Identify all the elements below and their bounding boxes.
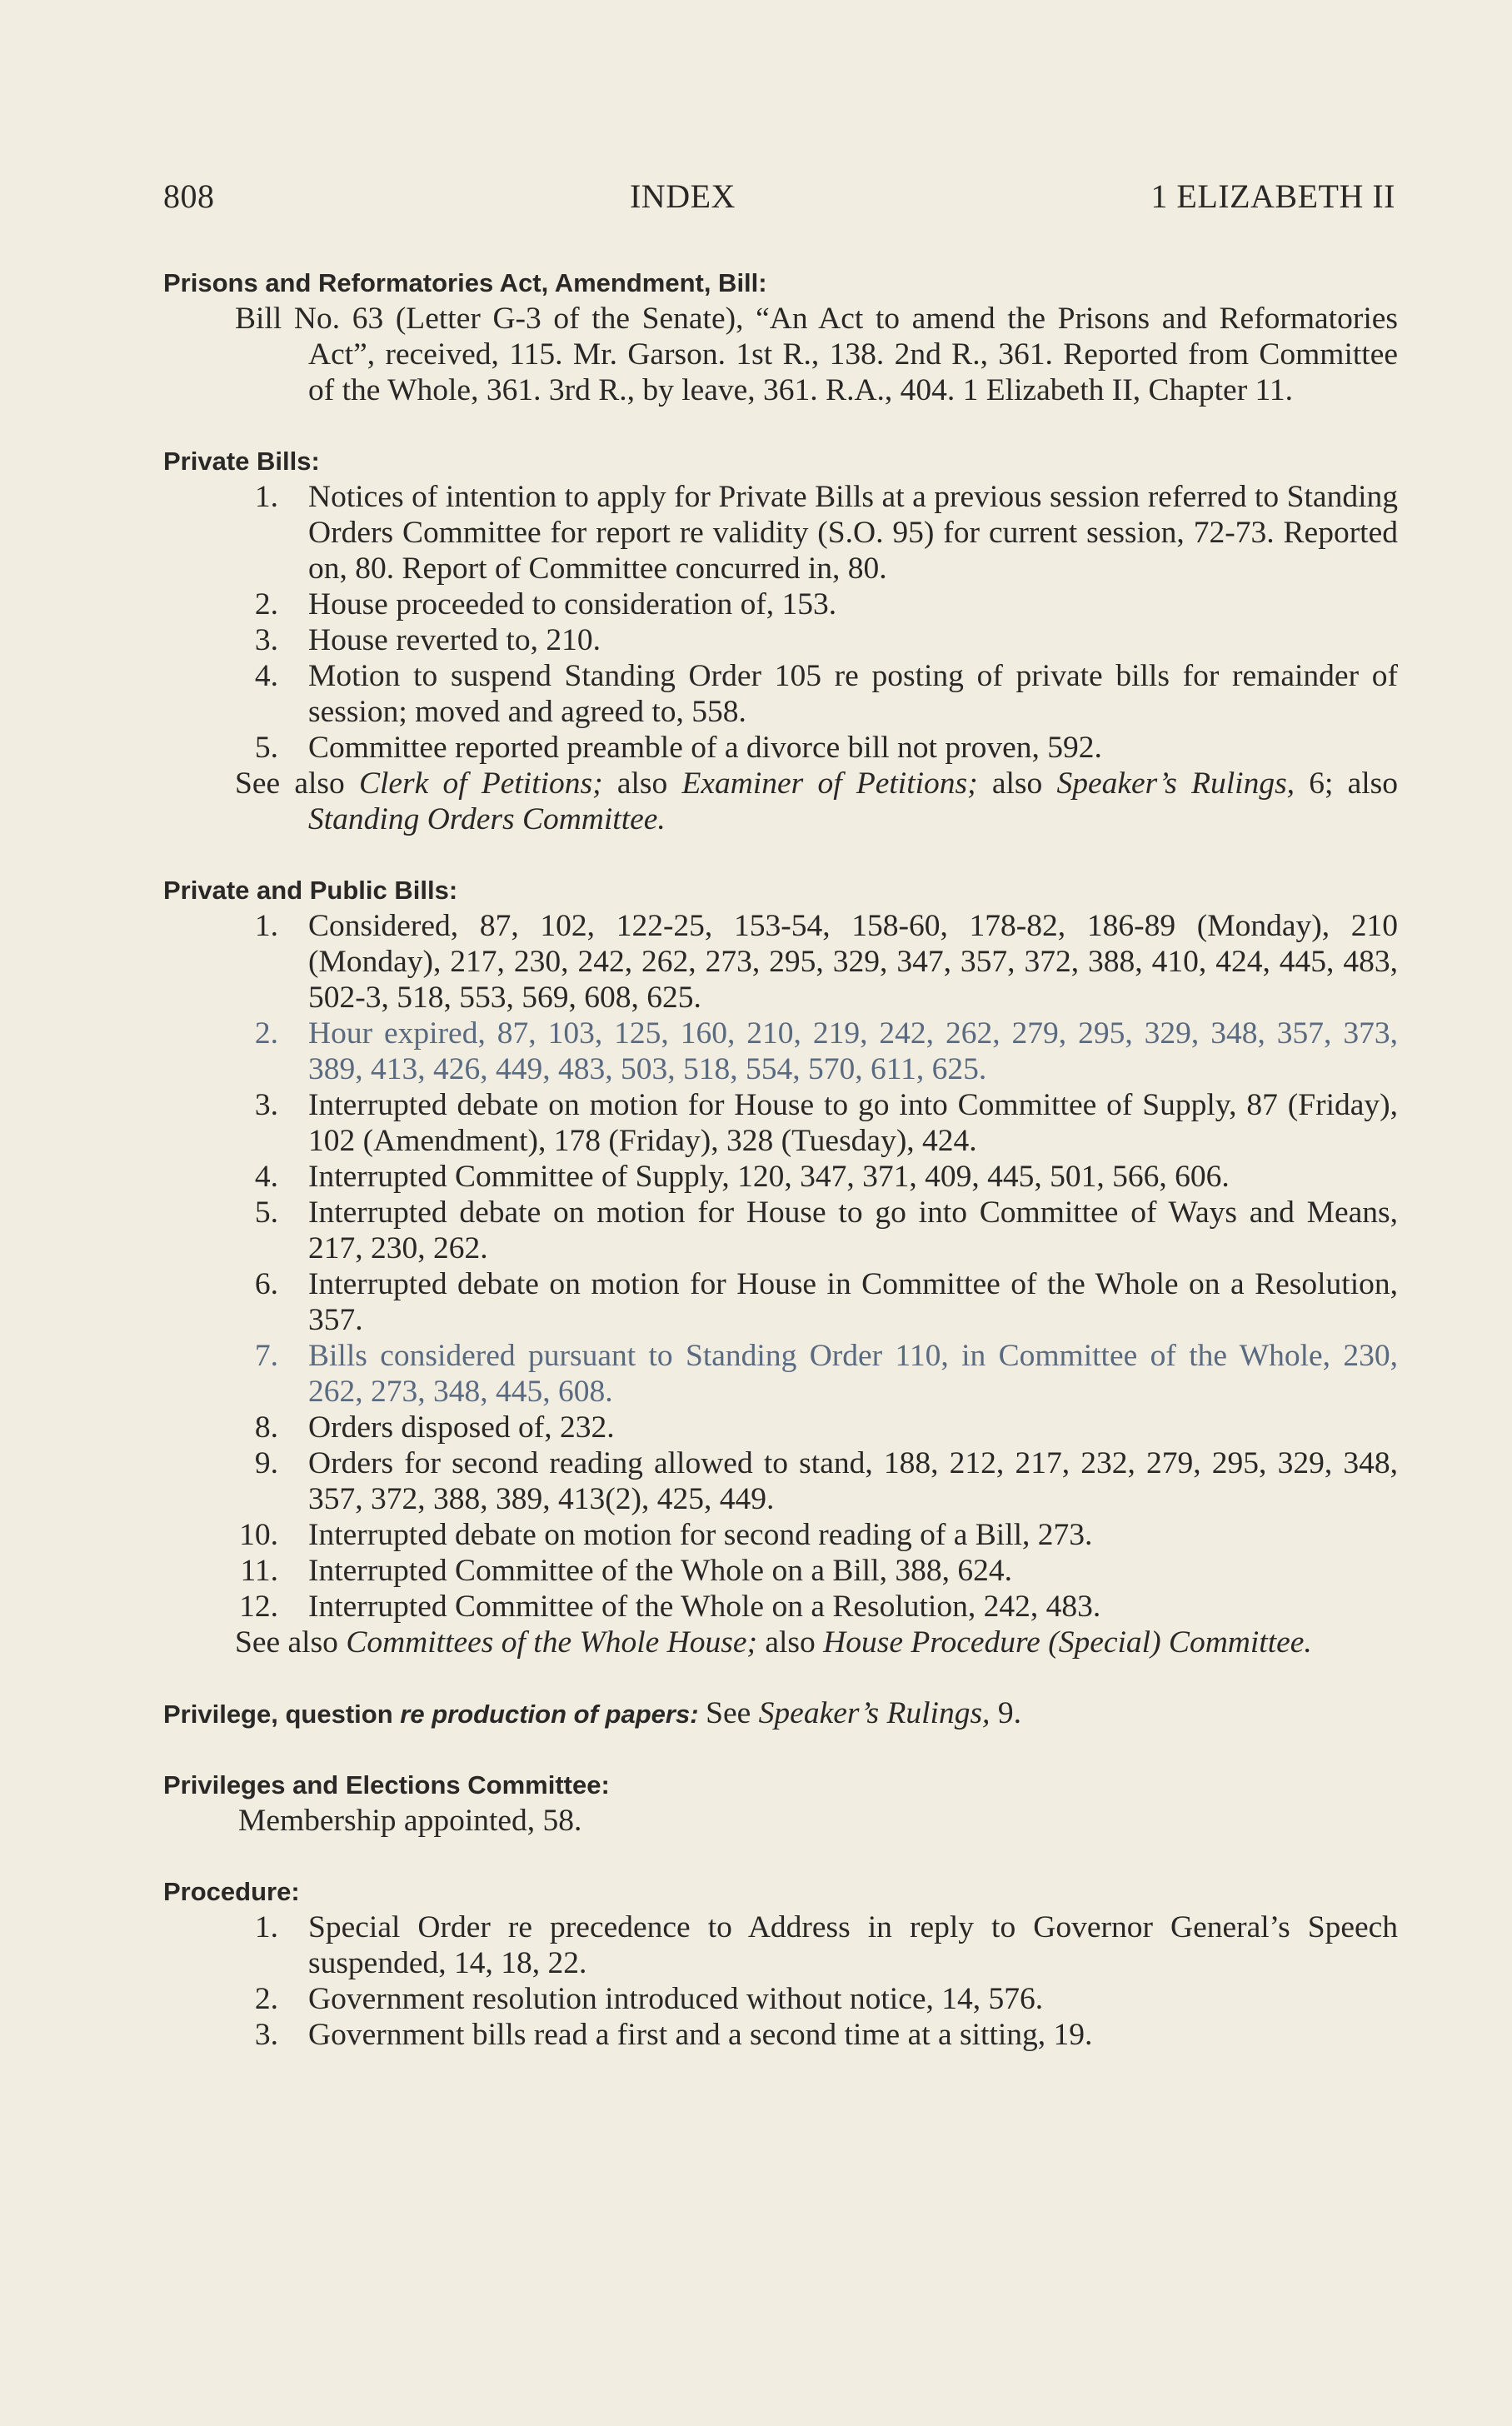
entry-heading: Private and Public Bills:	[163, 876, 458, 905]
entry-prisons	[163, 265, 1398, 408]
list-item: 10. Interrupted debate on motion for second reading of a Bill, 273.	[239, 1518, 1093, 1552]
list-item: 5. Committee reported preamble of a divorce bill not proven, 592.	[254, 731, 1102, 765]
entry-text: Membership appointed, 58.	[238, 1804, 582, 1838]
list-item: 5. Interrupted debate on motion for House to go into Committee of Ways and Means, 217, 230, 262.	[254, 1196, 1398, 1265]
list-item: 3. House reverted to, 210.	[254, 623, 601, 657]
page-number: 808	[163, 177, 215, 215]
page-header	[163, 177, 1395, 216]
running-head-right: 1 ELIZABETH II	[1150, 177, 1395, 215]
list-item: 1. Notices of intention to apply for Private Bills at a previous session referred to Standing Orders Committee for report re validity (S.O. 95) for current session, 72-73. Reported on, 80. Report of Committee concurred in, 80.	[254, 480, 1398, 586]
entry-procedure	[163, 1874, 1398, 2053]
entry-private-bills	[163, 443, 1398, 837]
running-title: INDEX	[629, 177, 736, 215]
list-item: 9. Orders for second reading allowed to stand, 188, 212, 217, 232, 279, 295, 329, 348, 357, 372, 388, 389, 413(2), 425, 449.	[254, 1446, 1398, 1516]
list-item: 2. House proceeded to consideration of, 153.	[254, 587, 837, 621]
entry-privileges-elections	[163, 1767, 1398, 1839]
entry-text: Bill No. 63 (Letter G-3 of the Senate), “An Act to amend the Prisons and Reformatories Act”, received, 115. Mr. Garson. 1st R., 138. 2nd R., 361. Reported from Committee of the Whole, 361. 3rd R., by leave, 361. R.A., 404. 1 Elizabeth II, Chapter 11.	[235, 302, 1398, 407]
entry-heading: Prisons and Reformatories Act, Amendment, Bill:	[163, 268, 767, 297]
index-content	[163, 265, 1398, 2088]
entry-heading: Private Bills:	[163, 447, 320, 476]
list-item: 8. Orders disposed of, 232.	[254, 1410, 615, 1445]
entry-heading: Privileges and Elections Committee:	[163, 1770, 610, 1800]
list-item: 1. Considered, 87, 102, 122-25, 153-54, 158-60, 178-82, 186-89 (Monday), 210 (Monday), 217, 230, 242, 262, 273, 295, 329, 347, 357, 372, 388, 410, 424, 445, 483, 502-3, 518, 553, 569, 608, 625.	[254, 909, 1398, 1015]
list-item: 7. Bills considered pursuant to Standing Order 110, in Committee of the Whole, 230, 262, 273, 348, 445, 608.	[254, 1339, 1398, 1409]
list-item: 4. Motion to suspend Standing Order 105 re posting of private bills for remainder of session; moved and agreed to, 558.	[254, 659, 1398, 729]
list-item: 2. Government resolution introduced without notice, 14, 576.	[254, 1982, 1044, 2016]
see-also: See also Clerk of Petitions; also Examiner of Petitions; also Speaker’s Rulings, 6; also Standing Orders Committee.	[235, 766, 1399, 836]
entry-heading: Procedure:	[163, 1877, 300, 1906]
list-item: 12. Interrupted Committee of the Whole on a Resolution, 242, 483.	[239, 1590, 1101, 1624]
list-item: 3. Interrupted debate on motion for House to go into Committee of Supply, 87 (Friday), 102 (Amendment), 178 (Friday), 328 (Tuesday), 424.	[254, 1088, 1398, 1158]
list-item: 3. Government bills read a first and a second time at a sitting, 19.	[254, 2018, 1093, 2052]
list-item: 11. Interrupted Committee of the Whole on a Bill, 388, 624.	[240, 1554, 1012, 1588]
list-item: 1. Special Order re precedence to Address in reply to Governor General’s Speech suspended, 14, 18, 22.	[254, 1910, 1398, 1980]
list-item: 4. Interrupted Committee of Supply, 120, 347, 371, 409, 445, 501, 566, 606.	[254, 1160, 1230, 1194]
list-item: 6. Interrupted debate on motion for House in Committee of the Whole on a Resolution, 357.	[254, 1267, 1398, 1337]
entry-private-public-bills	[163, 872, 1398, 1660]
list-item: 2. Hour expired, 87, 103, 125, 160, 210, 219, 242, 262, 279, 295, 329, 348, 357, 373, 389, 413, 426, 449, 483, 503, 518, 554, 570, 611, 625.	[254, 1016, 1398, 1086]
entry-privilege	[163, 1695, 1398, 1732]
entry-heading: Privilege, question re production of papers: See Speaker’s Rulings, 9.	[163, 1696, 1021, 1730]
see-also: See also Committees of the Whole House; also House Procedure (Special) Committee.	[235, 1625, 1312, 1660]
